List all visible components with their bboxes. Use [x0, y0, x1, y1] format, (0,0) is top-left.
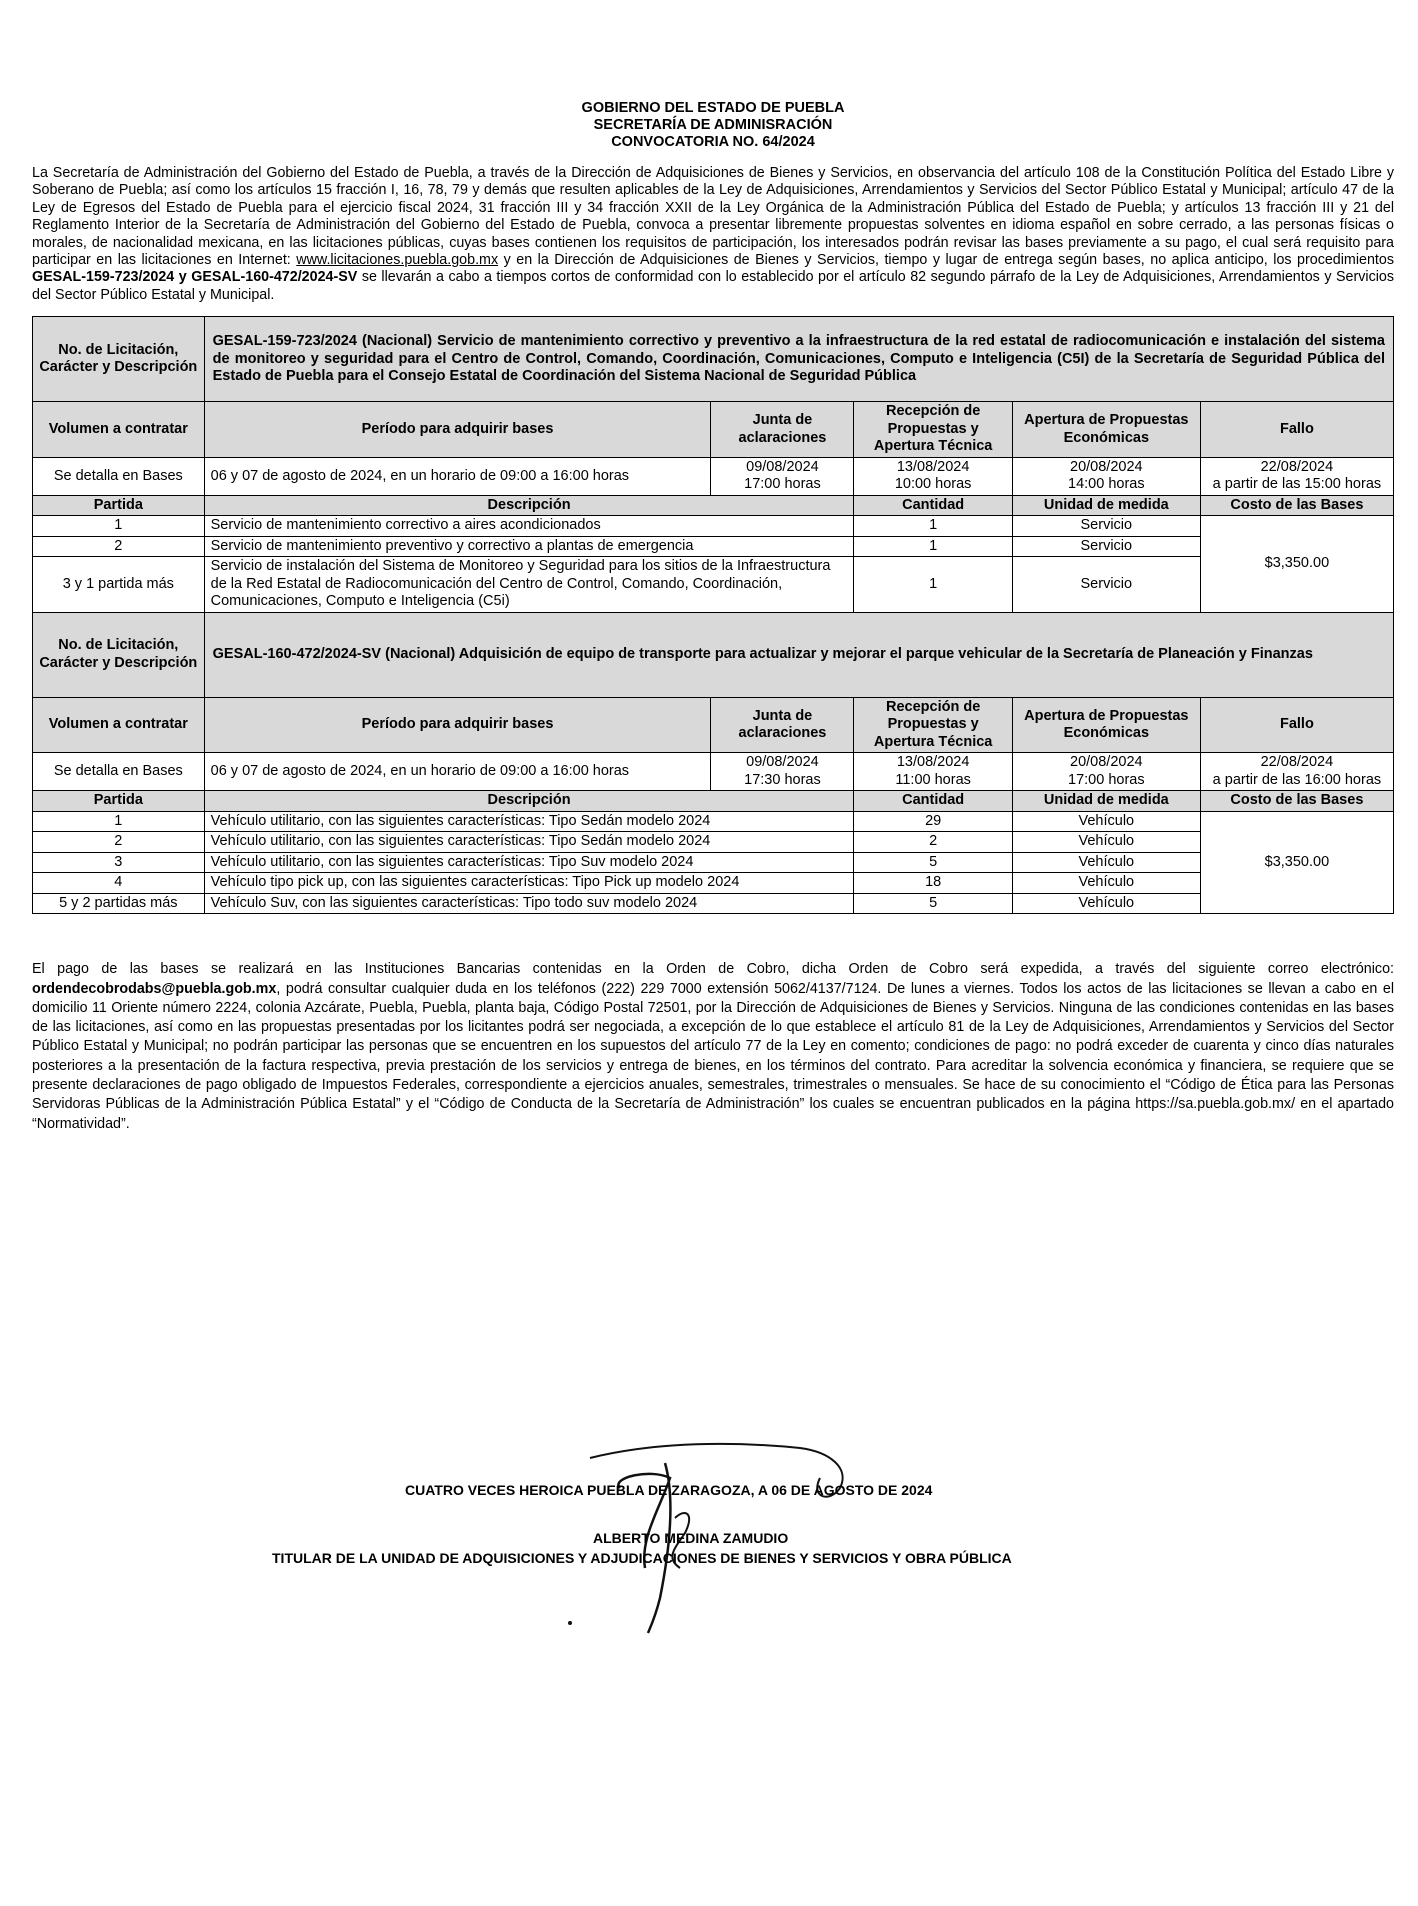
lic1-fallo-hora: a partir de las 15:00 horas: [1212, 476, 1382, 493]
lic2-fallo-fecha: 22/08/2024: [1260, 754, 1334, 771]
intro-text-1: La Secretaría de Administración del Gobierno del Estado de Puebla, a través de la Dirección de Adquisiciones de Bienes y Servicios, en observancia del artículo 108 de la Constitución Política del Estado Libre y Soberano de Puebla; así como los artículos 15 fracción I, 16, 78, 79 y demás que resulten aplicables de la Ley de Adquisiciones, Arrendamientos y Servicios del Sector Público Estatal y Municipal; artículo 47 de la Ley de Egresos del Estado de Puebla para el ejercicio fiscal 2024, 31 fracción III y 34 fracción XXII de la Ley Orgánica de la Administración Pública del Estado de Puebla; y artículos 13 fracción III y 21 del Reglamento Interior de la Secretaría de Administración del Gobierno del Estado de Puebla, convoca a presentar libremente propuestas solventes en idioma español en sobre cerrado, a las personas físicas o morales, de nacionalidad mexicana, en las licitaciones públicas, cuyas bases contienen los requisitos de participación, los interesados podrán revisar las bases previamente a su pago, el cual será requisito para participar en las licitaciones en Internet:: [32, 165, 1394, 269]
lic2-label-recepcion: Recepción de Propuestas y Apertura Técnica: [854, 697, 1012, 753]
lic1-label-costo: Costo de las Bases: [1200, 495, 1393, 516]
lic2-title-row: [33, 612, 1394, 697]
lic2-partidas-header: [33, 791, 1394, 812]
partida-quantity: 1: [854, 516, 1012, 537]
document-page: [32, 100, 1394, 1134]
partida-number: 2: [33, 536, 205, 557]
signature-position: TITULAR DE LA UNIDAD DE ADQUISICIONES Y ADJUDICACIONES DE BIENES Y SERVICIOS Y OBRA PÚBLICA: [272, 1550, 1012, 1566]
lic1-label-fallo: Fallo: [1200, 402, 1393, 458]
partida-description: Vehículo utilitario, con las siguientes características: Tipo Sedán modelo 2024: [204, 832, 854, 853]
partida-unit: Vehículo: [1012, 832, 1200, 853]
lic1-junta: [711, 457, 854, 495]
lic2-fallo-hora: a partir de las 16:00 horas: [1212, 771, 1382, 788]
partida-unit: Servicio: [1012, 557, 1200, 613]
licitaciones-table: [32, 316, 1394, 914]
lic2-label-costo: Costo de las Bases: [1200, 791, 1393, 812]
footer-text-2: , podrá consultar cualquier duda en los teléfonos (222) 229 7000 extensión 5062/4137/7124. De lunes a viernes. Todos los actos de las licitaciones se llevan a cabo en el domicilio 11 Oriente número 2224, colonia Azcárate, Puebla, Puebla, planta baja, Código Postal 72501, por la Dirección de Adquisiciones de Bienes y Servicios. Ninguna de las condiciones contenidas en las bases de las licitaciones, así como en las propuestas presentadas por los licitantes podrá ser negociada, a excepción de lo que establece el artículo 81 de la Ley de Adquisiciones, Arrendamientos y Servicios del Sector Público Estatal y Municipal; no podrán participar las personas que se encuentren en los supuestos del artículo 77 de la Ley en comento; condiciones de pago: no podrá exceder de cuarenta y cinco días naturales posteriores a la presentación de la factura respectiva, previa prestación de los servicios y entrega de bienes, en los términos del contrato. Para acreditar la solvencia económica y financiera, se requiere que se presente declaraciones de pago obligado de Impuestos Federales, correspondiente a ejercicios anuales, semestrales, trimestrales o mensuales. Se hace de su conocimiento el “Código de Ética para las Personas Servidoras Públicas de la Administración Pública Estatal” y el “Código de Conducta de la Secretaría de Administración” los cuales se encuentran publicados en la página https://sa.puebla.gob.mx/ en el apartado “Normatividad”.: [32, 980, 1394, 1132]
intro-text-2: y en la Dirección de Adquisiciones de Bienes y Servicios, tiempo y lugar de entrega según bases, no aplica anticipo, los procedimientos: [498, 252, 1394, 269]
lic2-label-fallo: Fallo: [1200, 697, 1393, 753]
lic1-apertura: [1012, 457, 1200, 495]
lic1-label-volumen: Volumen a contratar: [33, 402, 205, 458]
lic2-label-periodo: Período para adquirir bases: [204, 697, 711, 753]
lic1-apertura-hora: 14:00 horas: [1068, 476, 1145, 493]
lic1-label-cantidad: Cantidad: [854, 495, 1012, 516]
lic2-junta-hora: 17:30 horas: [744, 771, 821, 788]
lic1-label-periodo: Período para adquirir bases: [204, 402, 711, 458]
footer-text-1: El pago de las bases se realizará en las Instituciones Bancarias contenidas en la Orden de Cobro, dicha Orden de Cobro será expedida, a través del siguiente correo electrónico:: [32, 961, 1394, 978]
lic1-schedule-row: [33, 457, 1394, 495]
partida-unit: Servicio: [1012, 516, 1200, 537]
table-row: [33, 811, 1394, 832]
lic2-recepcion-hora: 11:00 horas: [895, 771, 971, 788]
partida-unit: Vehículo: [1012, 852, 1200, 873]
document-header: [32, 100, 1394, 151]
partida-number: 1: [33, 811, 205, 832]
lic2-recepcion: [854, 753, 1012, 791]
partida-unit: Vehículo: [1012, 873, 1200, 894]
lic1-label-descripcion: Descripción: [204, 495, 854, 516]
lic1-fallo: [1200, 457, 1393, 495]
lic1-label-unidad: Unidad de medida: [1012, 495, 1200, 516]
partida-description: Servicio de mantenimiento correctivo a aires acondicionados: [204, 516, 854, 537]
lic1-junta-hora: 17:00 horas: [744, 476, 821, 493]
lic2-label-no: No. de Licitación, Carácter y Descripción: [33, 612, 205, 697]
lic2-label-descripcion: Descripción: [204, 791, 854, 812]
partida-description: Vehículo tipo pick up, con las siguientes características: Tipo Pick up modelo 2024: [204, 873, 854, 894]
lic2-volumen: Se detalla en Bases: [33, 753, 205, 791]
intro-paragraph: [32, 165, 1394, 304]
partida-quantity: 29: [854, 811, 1012, 832]
table-row: [33, 832, 1394, 853]
lic2-apertura-hora: 17:00 horas: [1068, 771, 1145, 788]
lic1-costo: $3,350.00: [1200, 516, 1393, 613]
lic1-label-no: No. de Licitación, Carácter y Descripción: [33, 317, 205, 402]
lic1-junta-fecha: 09/08/2024: [746, 458, 819, 475]
lic1-periodo: 06 y 07 de agosto de 2024, en un horario de 09:00 a 16:00 horas: [204, 457, 711, 495]
lic1-fallo-fecha: 22/08/2024: [1260, 458, 1334, 475]
lic2-label-cantidad: Cantidad: [854, 791, 1012, 812]
partida-description: Vehículo utilitario, con las siguientes características: Tipo Suv modelo 2024: [204, 852, 854, 873]
partida-quantity: 1: [854, 557, 1012, 613]
lic1-label-junta: Junta de aclaraciones: [711, 402, 854, 458]
lic2-label-unidad: Unidad de medida: [1012, 791, 1200, 812]
partida-number: 1: [33, 516, 205, 537]
lic2-label-apertura: Apertura de Propuestas Económicas: [1012, 697, 1200, 753]
lic1-recepcion-fecha: 13/08/2024: [896, 458, 970, 475]
lic1-volumen: Se detalla en Bases: [33, 457, 205, 495]
partida-description: Servicio de mantenimiento preventivo y correctivo a plantas de emergencia: [204, 536, 854, 557]
table-row: [33, 873, 1394, 894]
partida-quantity: 2: [854, 832, 1012, 853]
header-government: GOBIERNO DEL ESTADO DE PUEBLA: [581, 100, 845, 116]
intro-code-2: GESAL-160-472/2024-SV: [191, 269, 358, 286]
partida-unit: Vehículo: [1012, 893, 1200, 914]
lic2-schedule-row: [33, 753, 1394, 791]
lic1-title-row: [33, 317, 1394, 402]
licitaciones-link[interactable]: www.licitaciones.puebla.gob.mx: [296, 252, 499, 269]
lic1-label-apertura: Apertura de Propuestas Económicas: [1012, 402, 1200, 458]
partida-unit: Vehículo: [1012, 811, 1200, 832]
lic2-junta: [711, 753, 854, 791]
partida-quantity: 5: [854, 893, 1012, 914]
lic2-junta-fecha: 09/08/2024: [746, 754, 819, 771]
lic1-title: GESAL-159-723/2024 (Nacional) Servicio de mantenimiento correctivo y preventivo a la infraestructura de la red estatal de radiocomunicación e instalación del sistema de monitoreo y seguridad para el Centro de Control, Comando, Coordinación, Comunicaciones, Computo e Inteligencia (C5I) de la Secretaría de Seguridad Pública del Estado de Puebla para el Consejo Estatal de Coordinación del Sistema Nacional de Seguridad Pública: [204, 317, 1393, 402]
lic2-fallo: [1200, 753, 1393, 791]
intro-and: y: [174, 269, 192, 286]
order-email[interactable]: ordendecobrodabs@puebla.gob.mx: [32, 980, 277, 997]
lic1-apertura-fecha: 20/08/2024: [1070, 458, 1143, 475]
partida-quantity: 18: [854, 873, 1012, 894]
lic2-label-partida: Partida: [33, 791, 205, 812]
partida-quantity: 1: [854, 536, 1012, 557]
partida-description: Vehículo Suv, con las siguientes características: Tipo todo suv modelo 2024: [204, 893, 854, 914]
lic2-title: GESAL-160-472/2024-SV (Nacional) Adquisición de equipo de transporte para actualizar y mejorar el parque vehicular de la Secretaría de Planeación y Finanzas: [204, 612, 1393, 697]
partida-number: 5 y 2 partidas más: [33, 893, 205, 914]
table-row: [33, 516, 1394, 537]
lic2-label-volumen: Volumen a contratar: [33, 697, 205, 753]
partida-quantity: 5: [854, 852, 1012, 873]
table-row: [33, 893, 1394, 914]
lic1-recepcion: [854, 457, 1012, 495]
header-secretaria: SECRETARÍA DE ADMINISRACIÓN: [593, 117, 833, 133]
partida-number: 3 y 1 partida más: [33, 557, 205, 613]
header-convocatoria: CONVOCATORIA NO. 64/2024: [611, 134, 815, 150]
partida-number: 4: [33, 873, 205, 894]
partida-number: 2: [33, 832, 205, 853]
lic2-apertura-fecha: 20/08/2024: [1070, 754, 1143, 771]
table-row: [33, 852, 1394, 873]
lic2-label-junta: Junta de aclaraciones: [711, 697, 854, 753]
lic1-label-partida: Partida: [33, 495, 205, 516]
partida-unit: Servicio: [1012, 536, 1200, 557]
lic2-costo: $3,350.00: [1200, 811, 1393, 914]
intro-text-3: se llevarán a cabo a tiempos cortos de conformidad con lo establecido por el artículo 82 segundo párrafo de la Ley de Adquisiciones, Arrendamientos y Servicios del Sector Público Estatal y Municipal.: [32, 269, 1394, 303]
signature-name: ALBERTO MEDINA ZAMUDIO: [593, 1530, 789, 1546]
footer-paragraph: [32, 960, 1394, 1134]
lic2-periodo: 06 y 07 de agosto de 2024, en un horario de 09:00 a 16:00 horas: [204, 753, 711, 791]
partida-number: 3: [33, 852, 205, 873]
table-row: [33, 557, 1394, 613]
signature-place-date: CUATRO VECES HEROICA PUEBLA DE ZARAGOZA, A 06 DE AGOSTO DE 2024: [405, 1482, 933, 1498]
lic1-partidas-header: [33, 495, 1394, 516]
lic1-label-recepcion: Recepción de Propuestas y Apertura Técnica: [854, 402, 1012, 458]
intro-code-1: GESAL-159-723/2024: [32, 269, 175, 286]
partida-description: Servicio de instalación del Sistema de Monitoreo y Seguridad para los sitios de la Infraestructura de la Red Estatal de Radiocomunicación del Centro de Control, Comando, Coordinación, Comunicaciones, Computo e Inteligencia (C5i): [204, 557, 854, 613]
lic1-recepcion-hora: 10:00 horas: [894, 476, 972, 493]
lic2-schedule-header: [33, 697, 1394, 753]
table-row: [33, 536, 1394, 557]
partida-description: Vehículo utilitario, con las siguientes características: Tipo Sedán modelo 2024: [204, 811, 854, 832]
lic1-schedule-header: [33, 402, 1394, 458]
lic2-apertura: [1012, 753, 1200, 791]
lic2-recepcion-fecha: 13/08/2024: [896, 754, 970, 771]
